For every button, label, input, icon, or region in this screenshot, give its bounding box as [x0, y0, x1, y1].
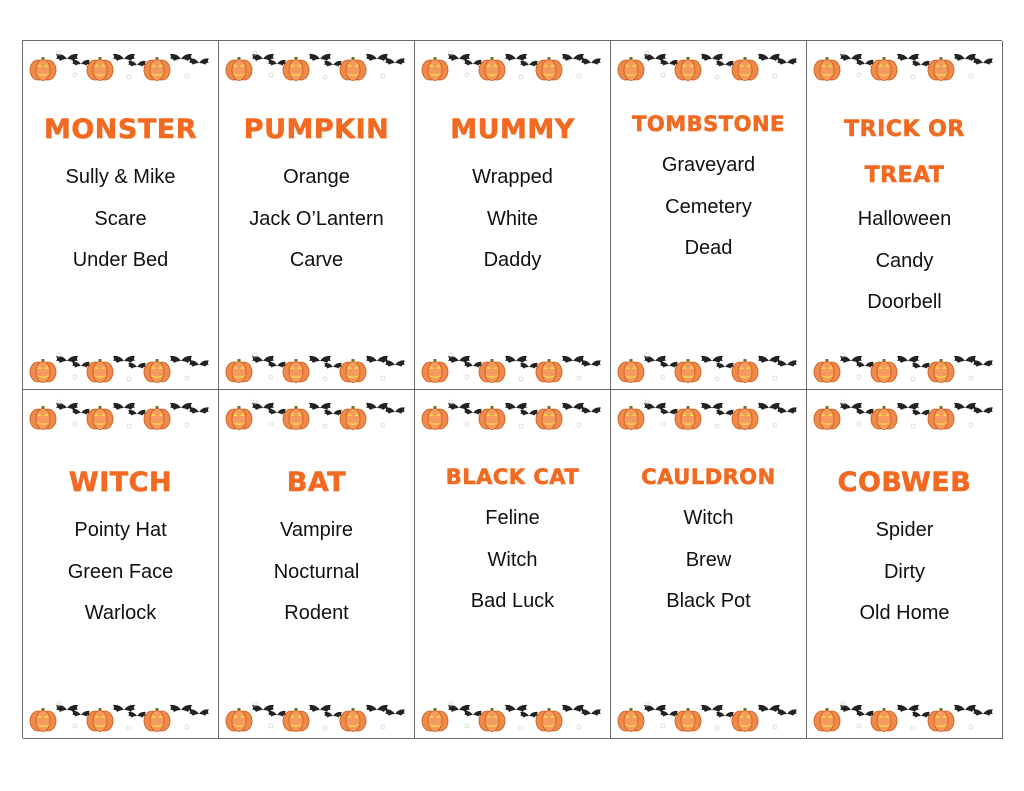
taboo-word: Feline [485, 507, 540, 529]
taboo-word: Cemetery [665, 195, 752, 218]
bat-icon [366, 356, 388, 363]
halloween-border-top [617, 394, 801, 434]
bat-icon [758, 356, 780, 363]
sparkle-icon [519, 75, 523, 79]
sparkle-icon [911, 424, 915, 428]
bat-icon [660, 409, 678, 415]
pumpkin-icon [732, 359, 758, 383]
bat-icon [912, 363, 930, 369]
taboo-card-sheet [22, 40, 1002, 738]
taboo-word: Scare [94, 207, 147, 230]
card-title: MONSTER [43, 114, 197, 145]
pumpkin-icon [928, 57, 954, 81]
bat-icon [701, 54, 723, 61]
bat-icon [128, 363, 146, 369]
bat-icon [170, 54, 192, 61]
pumpkin-icon [618, 406, 644, 430]
card-title: PUMPKIN [243, 114, 390, 145]
sparkle-icon [773, 74, 777, 78]
bat-icon [464, 60, 482, 66]
taboo-word: Graveyard [661, 154, 756, 176]
pumpkin-icon [928, 406, 954, 430]
sparkle-icon [911, 377, 915, 381]
pumpkin-icon [87, 57, 113, 81]
card-black-cat [415, 390, 611, 739]
pumpkin-icon [226, 359, 252, 383]
pumpkin-icon [871, 57, 897, 81]
bat-icon [113, 356, 135, 363]
bat-icon [856, 60, 874, 66]
sparkle-icon [323, 377, 327, 381]
bat-icon [520, 363, 538, 369]
pumpkin-icon [87, 406, 113, 430]
pumpkin-icon [814, 406, 840, 430]
pumpkin-icon [226, 57, 252, 81]
bat-icon [701, 403, 723, 410]
bat-icon [72, 362, 90, 368]
pumpkin-icon [814, 57, 840, 81]
bat-icon [777, 709, 797, 715]
pumpkin-icon [144, 57, 170, 81]
pumpkin-icon [422, 708, 448, 732]
sparkle-icon [661, 422, 665, 426]
bat-icon [758, 403, 780, 410]
halloween-border-top [225, 45, 409, 85]
bat-icon [385, 360, 405, 366]
pumpkin-icon [30, 406, 56, 430]
pumpkin-icon [814, 708, 840, 732]
taboo-word: Vampire [280, 519, 353, 541]
card-title: BLACK CAT [445, 465, 580, 489]
bat-icon [716, 712, 734, 718]
bat-icon [716, 61, 734, 67]
bat-icon [366, 705, 388, 712]
pumpkin-icon [226, 708, 252, 732]
bat-icon [856, 711, 874, 717]
bat-icon [777, 360, 797, 366]
bat-icon [777, 58, 797, 64]
pumpkin-icon [814, 359, 840, 383]
sparkle-icon [127, 424, 131, 428]
halloween-border-bottom [29, 696, 213, 736]
bat-icon [758, 705, 780, 712]
sparkle-icon [269, 73, 273, 77]
pumpkin-icon [871, 359, 897, 383]
bat-icon [113, 403, 135, 410]
halloween-border-top [421, 394, 605, 434]
sparkle-icon [269, 422, 273, 426]
pumpkin-icon [871, 406, 897, 430]
pumpkin-icon [479, 57, 505, 81]
bat-icon [189, 709, 209, 715]
bat-icon [716, 363, 734, 369]
bat-icon [464, 409, 482, 415]
halloween-border-bottom [225, 696, 409, 736]
bat-icon [520, 712, 538, 718]
halloween-border-top [813, 45, 997, 85]
sparkle-icon [73, 375, 77, 379]
sparkle-icon [127, 75, 131, 79]
pumpkin-icon [283, 359, 309, 383]
sparkle-icon [773, 376, 777, 380]
sparkle-icon [715, 424, 719, 428]
bat-icon [72, 711, 90, 717]
taboo-word: Bad Luck [470, 590, 555, 612]
pumpkin-icon [675, 359, 701, 383]
halloween-border-bottom [813, 696, 997, 736]
sparkle-icon [381, 74, 385, 78]
pumpkin-icon [618, 57, 644, 81]
sparkle-icon [127, 726, 131, 730]
pumpkin-icon [283, 406, 309, 430]
pumpkin-icon [732, 708, 758, 732]
card-title: COBWEB [837, 467, 972, 498]
sparkle-icon [661, 73, 665, 77]
sparkle-icon [465, 724, 469, 728]
card-title: BAT [286, 467, 347, 498]
bat-icon [954, 705, 976, 712]
pumpkin-icon [283, 57, 309, 81]
bat-icon [973, 58, 993, 64]
taboo-word: Orange [283, 166, 350, 188]
bat-icon [505, 403, 527, 410]
sparkle-icon [269, 375, 273, 379]
pumpkin-icon [536, 406, 562, 430]
halloween-border-bottom [29, 347, 213, 387]
bat-icon [562, 356, 584, 363]
bat-icon [309, 705, 331, 712]
bat-icon [912, 410, 930, 416]
pumpkin-icon [618, 708, 644, 732]
sparkle-icon [715, 75, 719, 79]
taboo-word: Black Pot [666, 590, 751, 612]
bat-icon [716, 410, 734, 416]
pumpkin-icon [144, 359, 170, 383]
pumpkin-icon [340, 708, 366, 732]
bat-icon [581, 709, 601, 715]
pumpkin-icon [732, 406, 758, 430]
sparkle-icon [577, 423, 581, 427]
bat-icon [520, 61, 538, 67]
taboo-word: White [486, 207, 539, 230]
bat-icon [366, 54, 388, 61]
halloween-border-bottom [225, 347, 409, 387]
bat-icon [309, 54, 331, 61]
sparkle-icon [185, 423, 189, 427]
bat-icon [366, 403, 388, 410]
pumpkin-icon [283, 708, 309, 732]
sparkle-icon [381, 376, 385, 380]
bat-icon [113, 54, 135, 61]
bat-icon [660, 711, 678, 717]
pumpkin-icon [30, 359, 56, 383]
taboo-word: Brew [685, 548, 732, 571]
bat-icon [897, 54, 919, 61]
card-title: TRICK OR TREAT [844, 117, 965, 188]
card-monster [23, 41, 219, 390]
bat-icon [324, 61, 342, 67]
taboo-word: Sully & Mike [65, 166, 176, 188]
bat-icon [562, 705, 584, 712]
taboo-word: Old Home [859, 602, 950, 624]
sparkle-icon [715, 726, 719, 730]
card-title: CAULDRON [641, 465, 776, 489]
bat-icon [581, 360, 601, 366]
pumpkin-icon [422, 406, 448, 430]
pumpkin-icon [675, 406, 701, 430]
bat-icon [72, 409, 90, 415]
card-title: MUMMY [450, 114, 575, 145]
bat-icon [324, 363, 342, 369]
sparkle-icon [857, 422, 861, 426]
pumpkin-icon [87, 359, 113, 383]
card-mummy [415, 41, 611, 390]
halloween-border-bottom [813, 347, 997, 387]
bat-icon [954, 356, 976, 363]
sparkle-icon [73, 73, 77, 77]
bat-icon [170, 403, 192, 410]
sparkle-icon [381, 725, 385, 729]
sparkle-icon [465, 375, 469, 379]
pumpkin-icon [340, 406, 366, 430]
pumpkin-icon [871, 708, 897, 732]
pumpkin-icon [340, 57, 366, 81]
bat-icon [505, 54, 527, 61]
taboo-word: Pointy Hat [74, 519, 167, 541]
bat-icon [268, 60, 286, 66]
sparkle-icon [519, 377, 523, 381]
bat-icon [701, 705, 723, 712]
sparkle-icon [127, 377, 131, 381]
bat-icon [856, 409, 874, 415]
bat-icon [113, 705, 135, 712]
halloween-border-top [29, 394, 213, 434]
pumpkin-icon [87, 708, 113, 732]
bat-icon [897, 403, 919, 410]
sparkle-icon [185, 376, 189, 380]
sparkle-icon [661, 724, 665, 728]
sparkle-icon [661, 375, 665, 379]
pumpkin-icon [30, 708, 56, 732]
bat-icon [189, 407, 209, 413]
bat-icon [912, 712, 930, 718]
card-cauldron [611, 390, 807, 739]
card-title: WITCH [68, 467, 173, 498]
taboo-word: Carve [289, 249, 344, 271]
bat-icon [777, 407, 797, 413]
taboo-word: Wrapped [472, 166, 553, 188]
bat-icon [505, 705, 527, 712]
bat-icon [973, 709, 993, 715]
sparkle-icon [323, 75, 327, 79]
sparkle-icon [857, 724, 861, 728]
bat-icon [912, 61, 930, 67]
halloween-border-bottom [617, 696, 801, 736]
sparkle-icon [969, 423, 973, 427]
halloween-border-top [29, 45, 213, 85]
card-cobweb [807, 390, 1003, 739]
bat-icon [505, 356, 527, 363]
bat-icon [562, 54, 584, 61]
bat-icon [856, 362, 874, 368]
sparkle-icon [269, 724, 273, 728]
pumpkin-icon [422, 359, 448, 383]
bat-icon [520, 410, 538, 416]
pumpkin-icon [928, 708, 954, 732]
pumpkin-icon [479, 359, 505, 383]
bat-icon [128, 410, 146, 416]
bat-icon [268, 362, 286, 368]
bat-icon [973, 360, 993, 366]
sparkle-icon [519, 726, 523, 730]
pumpkin-icon [928, 359, 954, 383]
sparkle-icon [519, 424, 523, 428]
halloween-border-top [225, 394, 409, 434]
taboo-word: Dead [684, 237, 733, 259]
bat-icon [954, 54, 976, 61]
taboo-word: Green Face [67, 560, 174, 583]
sparkle-icon [773, 423, 777, 427]
sparkle-icon [773, 725, 777, 729]
halloween-border-top [813, 394, 997, 434]
pumpkin-icon [536, 708, 562, 732]
bat-icon [464, 362, 482, 368]
card-pumpkin [219, 41, 415, 390]
taboo-word: Doorbell [867, 291, 942, 313]
pumpkin-icon [536, 359, 562, 383]
pumpkin-icon [479, 406, 505, 430]
card-bat [219, 390, 415, 739]
sparkle-icon [969, 376, 973, 380]
bat-icon [72, 60, 90, 66]
pumpkin-icon [30, 57, 56, 81]
bat-icon [324, 410, 342, 416]
sparkle-icon [73, 422, 77, 426]
taboo-word: Halloween [857, 208, 952, 230]
taboo-word: Daddy [483, 249, 542, 271]
pumpkin-icon [422, 57, 448, 81]
sparkle-icon [911, 75, 915, 79]
taboo-word: Spider [875, 519, 934, 541]
bat-icon [973, 407, 993, 413]
taboo-word: Witch [487, 548, 538, 571]
bat-icon [128, 712, 146, 718]
sparkle-icon [73, 724, 77, 728]
sparkle-icon [577, 725, 581, 729]
bat-icon [170, 705, 192, 712]
sparkle-icon [185, 725, 189, 729]
sparkle-icon [857, 375, 861, 379]
bat-icon [385, 58, 405, 64]
bat-icon [268, 409, 286, 415]
sparkle-icon [577, 74, 581, 78]
sparkle-icon [857, 73, 861, 77]
taboo-word: Under Bed [72, 249, 169, 271]
pumpkin-icon [226, 406, 252, 430]
bat-icon [324, 712, 342, 718]
pumpkin-icon [732, 57, 758, 81]
bat-icon [581, 407, 601, 413]
sparkle-icon [465, 422, 469, 426]
pumpkin-icon [536, 57, 562, 81]
taboo-word: Nocturnal [273, 560, 360, 583]
sparkle-icon [969, 74, 973, 78]
sparkle-icon [577, 376, 581, 380]
bat-icon [701, 356, 723, 363]
bat-icon [464, 711, 482, 717]
bat-icon [309, 403, 331, 410]
halloween-border-bottom [617, 347, 801, 387]
sparkle-icon [323, 424, 327, 428]
bat-icon [385, 407, 405, 413]
halloween-border-bottom [421, 347, 605, 387]
taboo-word: Dirty [883, 560, 926, 583]
pumpkin-icon [144, 406, 170, 430]
halloween-border-top [421, 45, 605, 85]
bat-icon [954, 403, 976, 410]
bat-icon [385, 709, 405, 715]
bat-icon [897, 356, 919, 363]
card-trick-or-treat [807, 41, 1003, 390]
sparkle-icon [381, 423, 385, 427]
pumpkin-icon [340, 359, 366, 383]
bat-icon [660, 60, 678, 66]
taboo-word: Jack O’Lantern [249, 207, 384, 230]
halloween-border-top [617, 45, 801, 85]
card-title: TOMBSTONE [632, 112, 785, 136]
sparkle-icon [715, 377, 719, 381]
bat-icon [897, 705, 919, 712]
pumpkin-icon [479, 708, 505, 732]
bat-icon [660, 362, 678, 368]
card-witch [23, 390, 219, 739]
pumpkin-icon [675, 57, 701, 81]
bat-icon [128, 61, 146, 67]
sparkle-icon [185, 74, 189, 78]
taboo-word: Witch [683, 507, 734, 529]
bat-icon [758, 54, 780, 61]
bat-icon [189, 360, 209, 366]
bat-icon [581, 58, 601, 64]
bat-icon [170, 356, 192, 363]
taboo-word: Candy [875, 249, 934, 272]
bat-icon [309, 356, 331, 363]
bat-icon [189, 58, 209, 64]
taboo-word: Warlock [84, 602, 157, 624]
pumpkin-icon [675, 708, 701, 732]
halloween-border-bottom [421, 696, 605, 736]
sparkle-icon [465, 73, 469, 77]
taboo-word: Rodent [284, 602, 349, 624]
pumpkin-icon [618, 359, 644, 383]
bat-icon [268, 711, 286, 717]
pumpkin-icon [144, 708, 170, 732]
bat-icon [562, 403, 584, 410]
sparkle-icon [969, 725, 973, 729]
sparkle-icon [911, 726, 915, 730]
sparkle-icon [323, 726, 327, 730]
card-tombstone [611, 41, 807, 390]
